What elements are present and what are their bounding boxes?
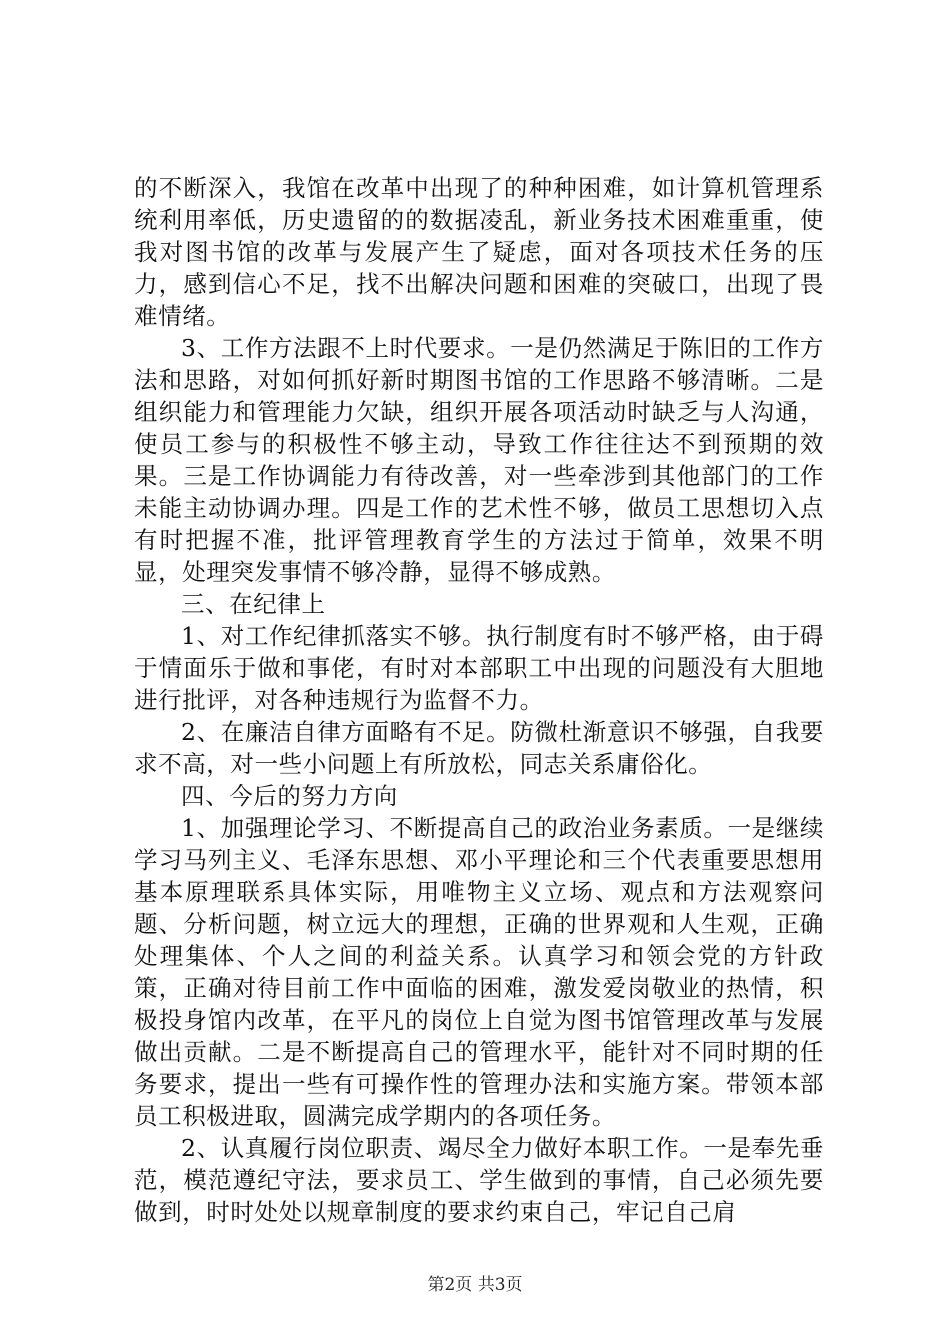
section-heading-direction: 四、今后的努力方向 (181, 782, 398, 810)
paragraph-integrity: 2、在廉洁自律方面略有不足。防微杜渐意识不够强，自我要求不高，对一些小问题上有所放松，同志关系庸俗化。 (134, 718, 824, 778)
section-heading-discipline: 三、在纪律上 (181, 590, 326, 618)
page-number-footer: 第2页 共3页 (427, 1275, 523, 1295)
paragraph-continuation: 的不断深入，我馆在改革中出现了的种种困难，如计算机管理系统利用率低，历史遗留的的数据凌乱，新业务技术困难重重，使我对图书馆的改革与发展产生了疑虑，面对各项技术任务的压力，感到信心不足，找不出解决问题和困难的突破口，出现了畏难情绪。 (134, 174, 824, 330)
paragraph-work-method: 3、工作方法跟不上时代要求。一是仍然满足于陈旧的工作方法和思路，对如何抓好新时期图书馆的工作思路不够清晰。二是组织能力和管理能力欠缺，组织开展各项活动时缺乏与人沟通，使员工参与的积极性不够主动，导致工作往往达不到预期的效果。三是工作协调能力有待改善，对一些牵涉到其他部门的工作未能主动协调办理。四是工作的艺术性不够，做员工思想切入点有时把握不准，批评管理教育学生的方法过于简单，效果不明显，处理突发事情不够冷静，显得不够成熟。 (134, 334, 824, 586)
paragraph-work-discipline: 1、对工作纪律抓落实不够。执行制度有时不够严格，由于碍于情面乐于做和事佬，有时对本部职工中出现的问题没有大胆地进行批评，对各种违规行为监督不力。 (134, 622, 824, 714)
paragraph-job-duties: 2、认真履行岗位职责、竭尽全力做好本职工作。一是奉先垂范，模范遵纪守法，要求员工、学生做到的事情，自己必须先要做到，时时处处以规章制度的要求约束自己，牢记自己肩 (134, 1134, 824, 1226)
paragraph-theory-study: 1、加强理论学习、不断提高自己的政治业务素质。一是继续学习马列主义、毛泽东思想、邓小平理论和三个代表重要思想用基本原理联系具体实际，用唯物主义立场、观点和方法观察问题、分析问题，树立远大的理想，正确的世界观和人生观，正确处理集体、个人之间的利益关系。认真学习和领会党的方针政策，正确对待目前工作中面临的困难，激发爱岗敬业的热情，积极投身馆内改革，在平凡的岗位上自觉为图书馆管理改革与发展做出贡献。二是不断提高自己的管理水平，能针对不同时期的任务要求，提出一些有可操作性的管理办法和实施方案。带领本部员工积极进取，圆满完成学期内的各项任务。 (134, 814, 824, 1130)
document-body (134, 172, 824, 1228)
